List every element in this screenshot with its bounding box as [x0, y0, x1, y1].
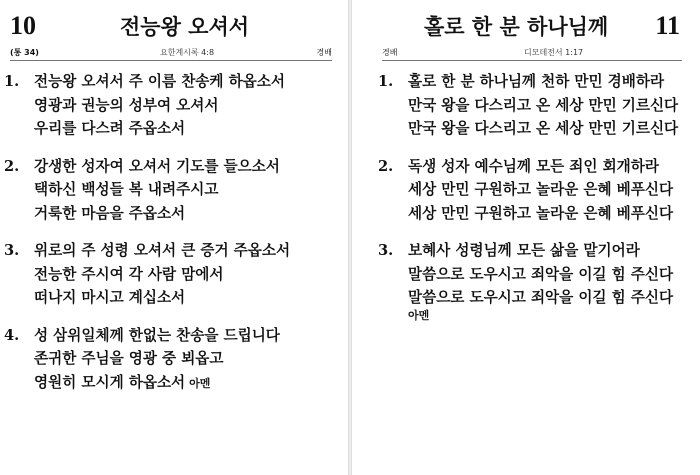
verse	[378, 70, 678, 141]
verse-line: 독생 성자 예수님께 모든 죄인 회개하라	[408, 157, 659, 175]
header-rule	[382, 60, 682, 61]
verse-number: 3.	[4, 242, 20, 259]
hymn-category: 경배	[316, 48, 332, 57]
tong-number: (통 34)	[10, 48, 39, 57]
verse-line: 전능왕 오셔서 주 이름 찬송케 하옵소서	[34, 73, 285, 90]
verse-line: 떠나지 마시고 계십소서	[34, 289, 186, 306]
hymn-number: 10	[10, 11, 36, 40]
verse-line: 영원히 모시게 하옵소서	[34, 373, 186, 391]
verse-list	[378, 70, 678, 338]
verse-number: 3.	[378, 242, 394, 259]
verse-line: 우리를 다스려 주옵소서	[34, 120, 186, 137]
amen-text: 아멘	[408, 308, 430, 322]
verse-number: 4.	[4, 326, 20, 344]
verse-line: 말씀으로 도우시고 죄악을 이길 힘 주신다	[408, 265, 674, 283]
verse-line: 홀로 한 분 하나님께 천하 만민 경배하라	[408, 73, 665, 90]
verse-number: 2.	[4, 157, 20, 175]
verse-number: 1.	[378, 73, 394, 90]
verse-line: 존귀한 주님을 영광 중 뵈옵고	[34, 350, 224, 367]
scripture-reference: 요한계시록 4:8	[160, 48, 215, 57]
verse-line: 만국 왕을 다스리고 온 세상 만민 기르신다	[408, 96, 679, 114]
verse-line: 거룩한 마음을 주옵소서	[34, 204, 186, 222]
verse-line: 강생한 성자여 오셔서 기도를 들으소서	[34, 157, 280, 175]
left-page	[0, 0, 348, 475]
verse	[378, 155, 678, 226]
verse-line: 보혜사 성령님께 모든 삶을 맡기어라	[408, 242, 640, 259]
verse-line: 택하신 백성들 복 내려주시고	[34, 181, 219, 198]
verse-number: 1.	[4, 73, 20, 90]
verse-line: 세상 만민 구원하고 놀라운 은혜 베푸신다	[408, 204, 674, 222]
hymn-number: 11	[655, 11, 680, 40]
header-rule	[10, 60, 332, 61]
hymn-title: 홀로 한 분 하나님께	[424, 14, 609, 39]
verse-number: 2.	[378, 157, 394, 175]
hymn-category: 경배	[382, 48, 398, 57]
verse-line: 말씀으로 도우시고 죄악을 이길 힘 주신다	[408, 289, 674, 306]
right-page	[352, 0, 700, 475]
verse-line: 성 삼위일체께 한없는 찬송을 드립니다	[34, 326, 280, 344]
verse	[4, 324, 290, 396]
verse	[378, 239, 678, 324]
verse-list	[4, 70, 290, 409]
verse	[4, 239, 290, 310]
verse-line: 위로의 주 성령 오셔서 큰 증거 주옵소서	[34, 242, 291, 259]
verse-line: 만국 왕을 다스리고 온 세상 만민 기르신다	[408, 120, 679, 137]
amen-text: 아멘	[189, 376, 211, 390]
verse-line: 세상 만민 구원하고 놀라운 은혜 베푸신다	[408, 181, 674, 198]
verse-line: 영광과 권능의 성부여 오셔서	[34, 96, 219, 114]
scripture-reference: 디모데전서 1:17	[524, 48, 584, 57]
verse	[4, 70, 290, 141]
hymn-title: 전능왕 오셔서	[120, 14, 250, 39]
verse	[4, 155, 290, 226]
verse-line: 전능한 주시여 각 사람 맘에서	[34, 265, 224, 283]
